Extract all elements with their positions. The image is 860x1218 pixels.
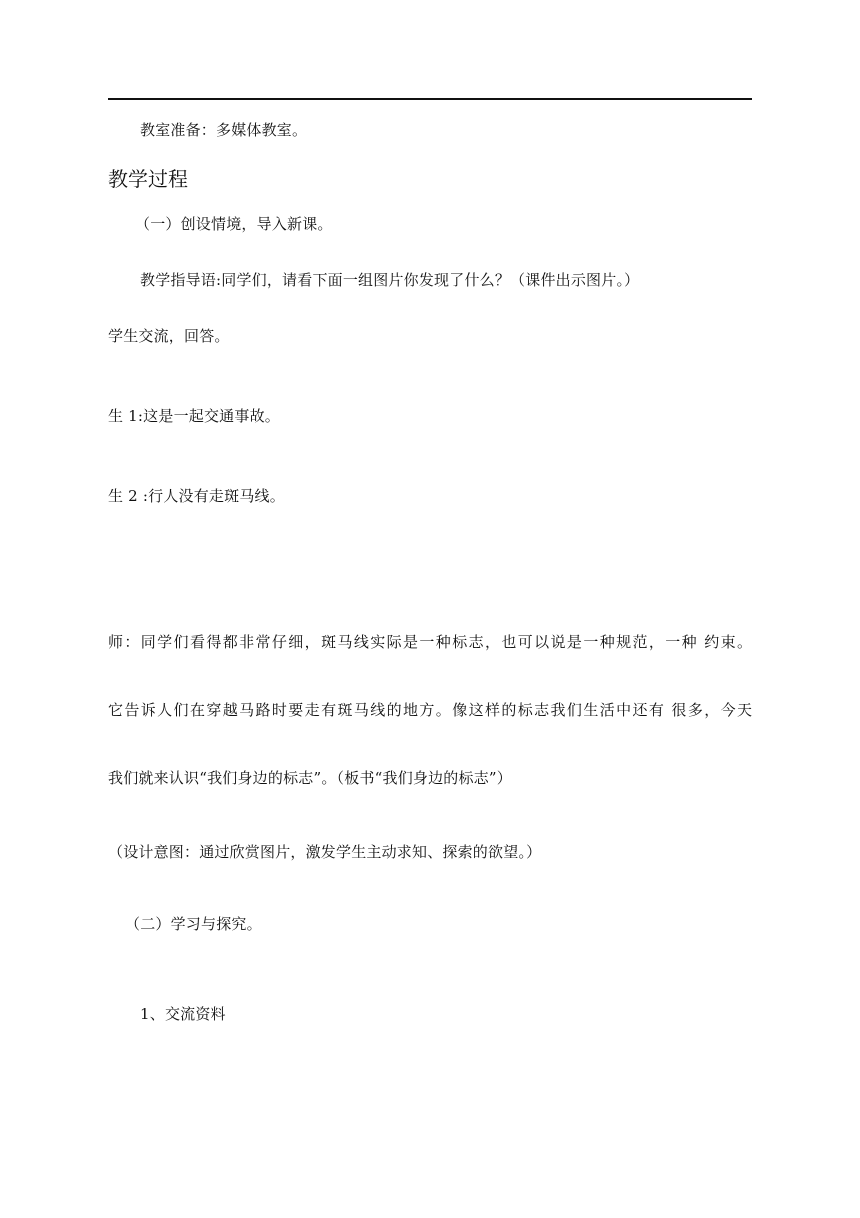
teacher-line-2: 它告诉人们在穿越马路时要走有斑马线的地方。像这样的标志我们生活中还有 很多，今天 xyxy=(108,701,752,719)
guide-text: 教学指导语:同学们，请看下面一组图片你发现了什么？（课件出示图片。） xyxy=(140,271,640,289)
teacher-line-1: 师：同学们看得都非常仔细，斑马线实际是一种标志，也可以说是一种规范，一种 约束。 xyxy=(108,633,752,651)
part1-title: （一）创设情境，导入新课。 xyxy=(135,215,333,233)
item-1: 1、交流资料 xyxy=(140,1005,226,1023)
part2-title: （二）学习与探究。 xyxy=(125,915,262,933)
section-title: 教学过程 xyxy=(108,167,188,191)
teacher-line-3: 我们就来认识“我们身边的标志”。（板书“我们身边的标志”） xyxy=(108,769,512,787)
header-rule xyxy=(108,98,752,100)
design-intent: （设计意图：通过欣赏图片，激发学生主动求知、探索的欲望。） xyxy=(108,843,542,861)
student-2-answer: 生 2 :行人没有走斑马线。 xyxy=(108,487,285,505)
classroom-prep: 教室准备：多媒体教室。 xyxy=(140,121,308,139)
student-exchange: 学生交流，回答。 xyxy=(108,327,230,345)
student-1-answer: 生 1:这是一起交通事故。 xyxy=(108,407,280,425)
